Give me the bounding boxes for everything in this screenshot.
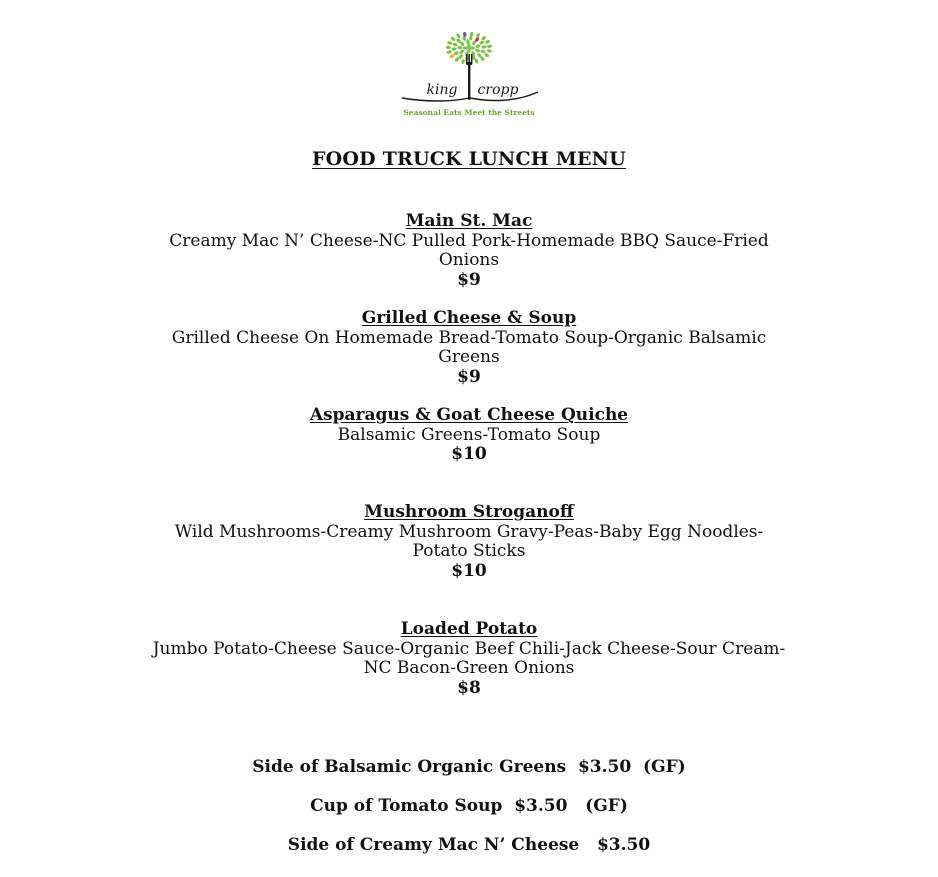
menu-title: FOOD TRUCK LUNCH MENU (311, 148, 627, 170)
leaf-shape (470, 46, 475, 49)
menu-item-description: Jumbo Potato-Cheese Sauce-Organic Beef Chili-Jack Cheese-Sour Cream-NC Bacon-Green Onions (152, 638, 786, 678)
leaf-shape (484, 52, 490, 57)
menu-item-name: Loaded Potato (400, 619, 538, 639)
menu-item-price: $10 (451, 444, 487, 464)
tree-fork-logo-icon (396, 32, 542, 110)
side-item: Side of Balsamic Organic Greens $3.50 (GF) (252, 757, 686, 777)
leaf-shape (487, 44, 493, 48)
brand-right-text: cropp (477, 82, 519, 98)
leaf-shape (446, 46, 451, 49)
leaf-shape (457, 46, 462, 49)
menu-item-price: $10 (451, 560, 487, 581)
leaf-shape (485, 39, 491, 44)
menu-item-description: Wild Mushrooms-Creamy Mushroom Gravy-Peas-Baby Egg Noodles-Potato Sticks (174, 521, 764, 561)
leaf-shape (480, 49, 486, 54)
menu-item (150, 406, 788, 465)
menu-item-description: Balsamic Greens-Tomato Soup (337, 424, 601, 445)
menu-item (150, 503, 788, 581)
leaf-shape (450, 36, 456, 42)
leaf-shape (475, 44, 481, 49)
menu-item-price: $9 (457, 269, 481, 290)
leaf-shape (461, 59, 466, 65)
leaf-shape (463, 46, 468, 49)
leaf-shape (479, 40, 485, 45)
leaf-shape (486, 49, 492, 53)
brand-tagline: Seasonal Eats Meet the Streets (403, 108, 535, 117)
menu-item-price: $9 (457, 366, 481, 387)
menu-item-price: $8 (457, 677, 481, 698)
leaf-shape (481, 35, 487, 41)
leaf-shape (481, 45, 487, 49)
leaf-shape (456, 33, 461, 39)
menu-item (150, 620, 788, 698)
brand-left-text: king (426, 82, 458, 98)
leaf-shape (452, 42, 458, 47)
leaf-shape (476, 32, 481, 38)
side-item: Side of Creamy Mac N’ Cheese $3.50 (287, 835, 651, 855)
side-item: Cup of Tomato Soup $3.50 (GF) (310, 796, 628, 816)
leaf-shape (459, 49, 465, 55)
menu-item-name: Mushroom Stroganoff (364, 502, 574, 522)
menu-item-name: Grilled Cheese & Soup (361, 308, 577, 328)
leaf-shape (451, 47, 457, 51)
menu-item-description: Creamy Mac N’ Cheese-NC Pulled Pork-Homemade BBQ Sauce-Fried Onions (169, 230, 769, 270)
menu-item (150, 212, 788, 290)
leaf-shape (474, 48, 480, 53)
menu-item-name: Main St. Mac (405, 211, 533, 231)
menu-item-description: Grilled Cheese On Homemade Bread-Tomato Soup-Organic Balsamic Greens (171, 327, 767, 367)
leaf-shape (446, 50, 452, 55)
leaf-shape (447, 40, 453, 45)
menu-item-name: Asparagus & Goat Cheese Quiche (309, 405, 629, 425)
menu-item (150, 309, 788, 387)
